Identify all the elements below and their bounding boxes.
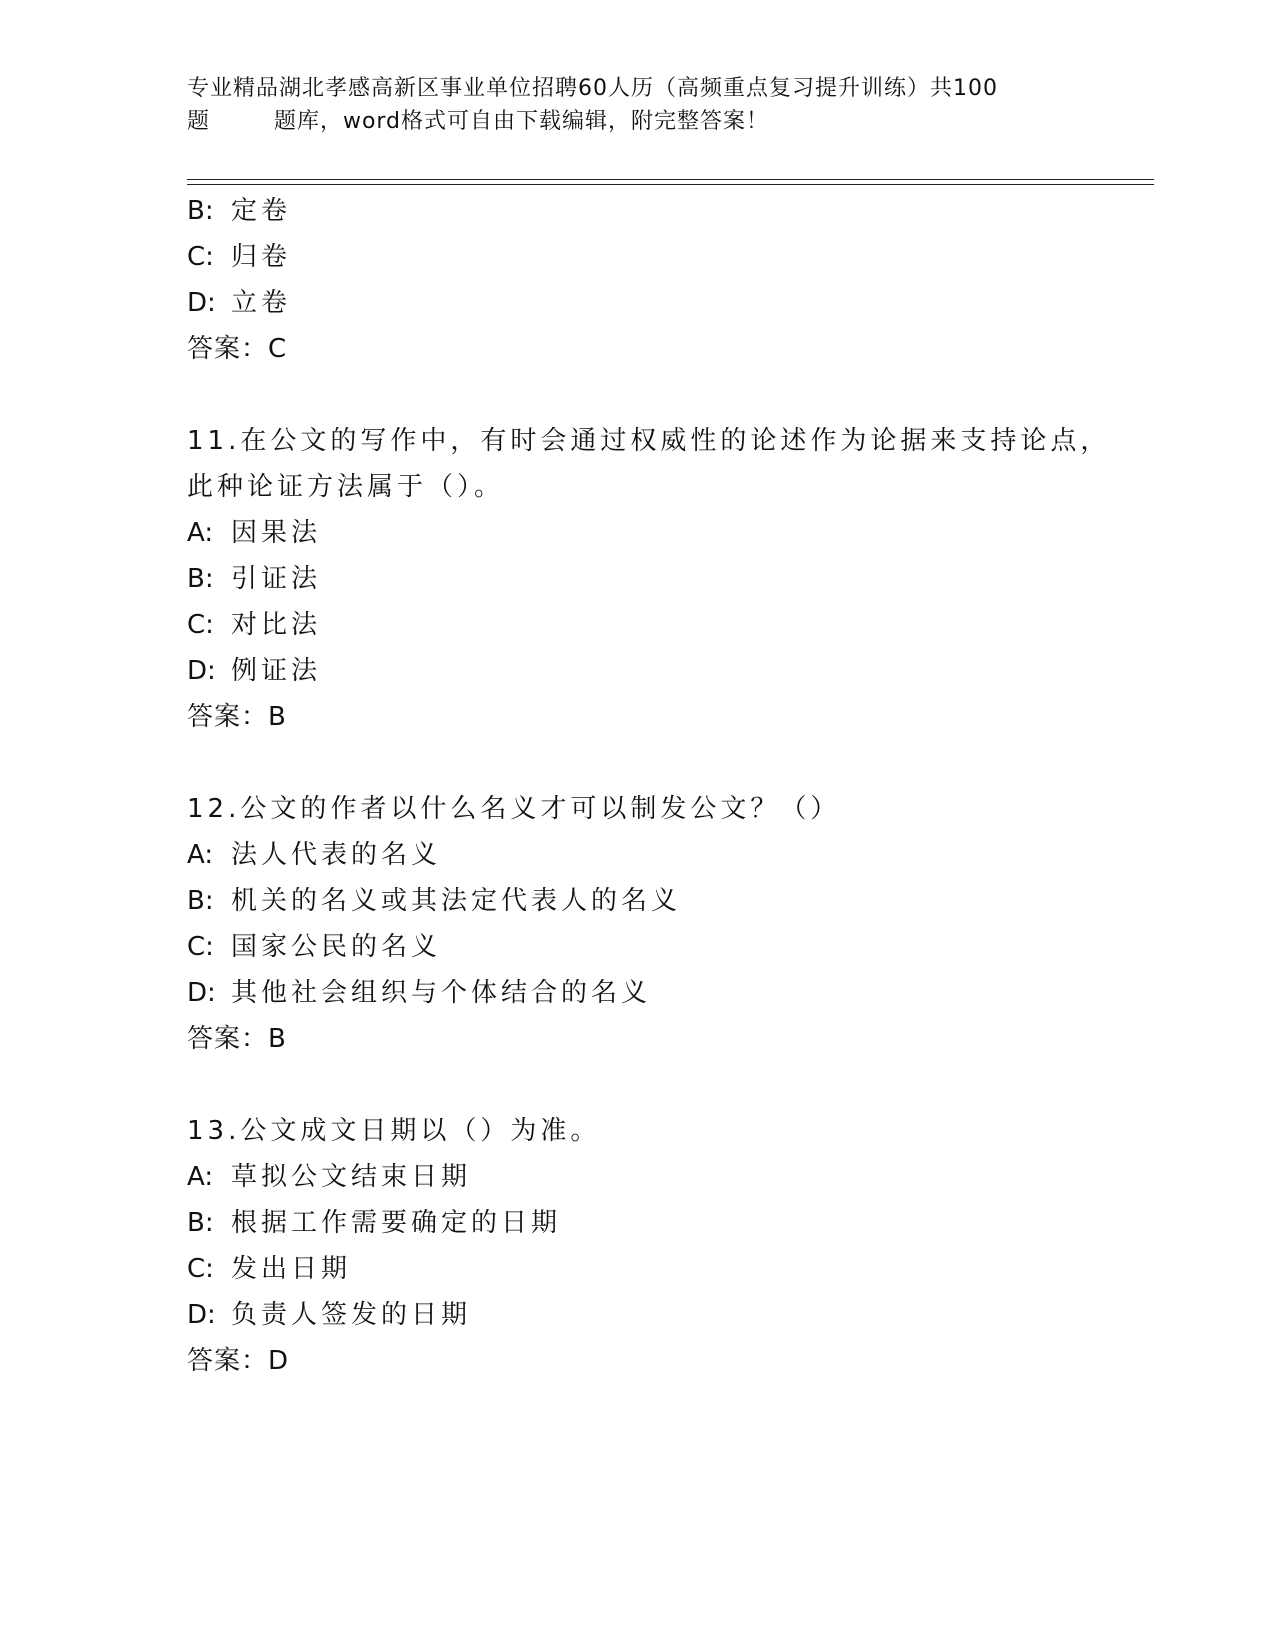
option-label: B: <box>187 1208 214 1238</box>
option-text: 法人代表的名义 <box>231 840 442 870</box>
option-text: 归卷 <box>231 242 292 272</box>
question-12-stem: 12.公文的作者以什么名义才可以制发公文？（） <box>187 794 841 824</box>
option-d <box>187 1292 1117 1338</box>
option-b <box>187 188 1117 234</box>
option-c <box>187 1246 1117 1292</box>
answer-line: 答案：B <box>187 1024 287 1054</box>
question-list <box>187 188 1117 1384</box>
option-text: 草拟公文结束日期 <box>231 1162 472 1192</box>
option-b <box>187 878 1117 924</box>
option-label: B: <box>187 886 214 916</box>
header-rule-bottom <box>187 184 1154 185</box>
option-a <box>187 1154 1117 1200</box>
spacer <box>187 740 1117 786</box>
question-11-stem-2: 此种论证方法属于（）。 <box>187 472 505 502</box>
option-text: 根据工作需要确定的日期 <box>231 1208 562 1238</box>
question-11-stem-1: 11.在公文的写作中，有时会通过权威性的论述作为论据来支持论点， <box>187 426 1111 456</box>
option-label: C: <box>187 1254 214 1284</box>
spacer <box>187 1062 1117 1108</box>
header-rule-top <box>187 179 1154 180</box>
option-text: 机关的名义或其法定代表人的名义 <box>231 886 682 916</box>
option-label: B: <box>187 196 214 226</box>
option-b <box>187 1200 1117 1246</box>
option-label: C: <box>187 242 214 272</box>
option-text: 定卷 <box>231 196 292 226</box>
option-label: D: <box>187 1300 216 1330</box>
option-c <box>187 924 1117 970</box>
option-text: 引证法 <box>231 564 322 594</box>
option-text: 发出日期 <box>231 1254 352 1284</box>
option-a <box>187 832 1117 878</box>
page-header <box>187 72 1087 138</box>
option-d <box>187 280 1117 326</box>
option-text: 立卷 <box>231 288 292 318</box>
option-text: 国家公民的名义 <box>231 932 442 962</box>
option-text: 因果法 <box>231 518 322 548</box>
spacer <box>187 372 1117 418</box>
option-c <box>187 602 1117 648</box>
option-label: D: <box>187 288 216 318</box>
option-label: A: <box>187 1162 214 1192</box>
option-label: A: <box>187 518 214 548</box>
option-b <box>187 556 1117 602</box>
option-c <box>187 234 1117 280</box>
answer-line: 答案：B <box>187 702 287 732</box>
option-text: 对比法 <box>231 610 322 640</box>
option-d <box>187 648 1117 694</box>
option-label: A: <box>187 840 214 870</box>
header-line-1: 专业精品湖北孝感高新区事业单位招聘60人历（高频重点复习提升训练）共100 <box>187 76 998 101</box>
option-label: C: <box>187 610 214 640</box>
option-label: D: <box>187 978 216 1008</box>
option-text: 例证法 <box>231 656 322 686</box>
option-label: B: <box>187 564 214 594</box>
option-d <box>187 970 1117 1016</box>
question-13-stem: 13.公文成文日期以（）为准。 <box>187 1116 601 1146</box>
option-text: 负责人签发的日期 <box>231 1300 472 1330</box>
header-line-2: 题 题库，word格式可自由下载编辑，附完整答案！ <box>187 109 770 134</box>
answer-line: 答案：D <box>187 1346 290 1376</box>
option-a <box>187 510 1117 556</box>
option-label: D: <box>187 656 216 686</box>
option-text: 其他社会组织与个体结合的名义 <box>231 978 652 1008</box>
answer-line: 答案：C <box>187 334 288 364</box>
option-label: C: <box>187 932 214 962</box>
